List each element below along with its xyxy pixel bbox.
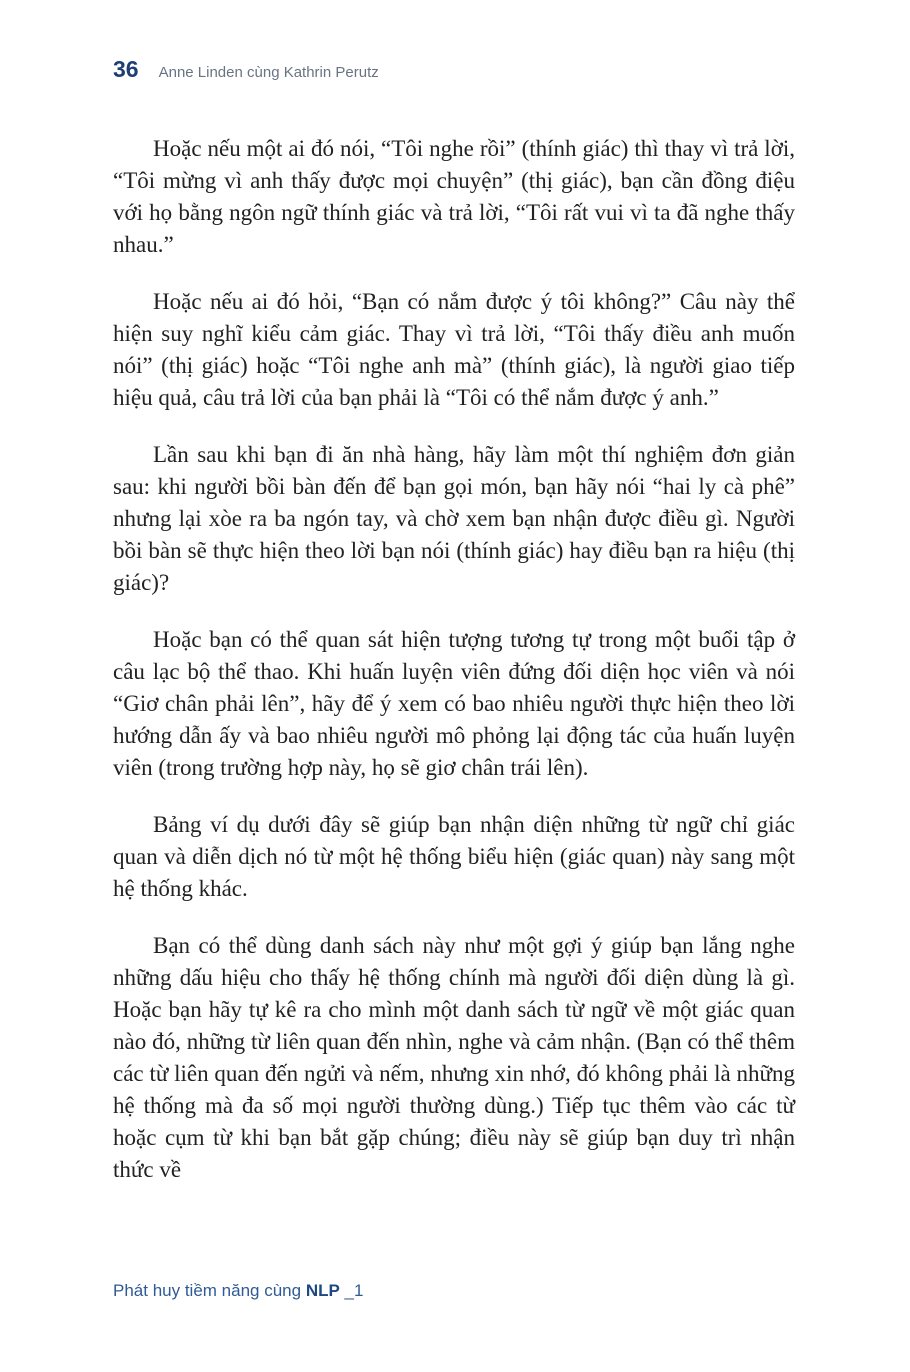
paragraph: Hoặc nếu ai đó hỏi, “Bạn có nắm được ý tôi không?” Câu này thể hiện suy nghĩ kiểu cảm giác. Thay vì trả lời, “Tôi thấy điều anh muốn nói” (thị giác) hoặc “Tôi nghe anh mà” (thính giác), là người giao tiếp hiệu quả, câu trả lời của bạn phải là “Tôi có thể nắm được ý anh.” [113,289,795,410]
page-footer [113,1281,363,1301]
paragraph: Bảng ví dụ dưới đây sẽ giúp bạn nhận diện những từ ngữ chỉ giác quan và diễn dịch nó từ một hệ thống biểu hiện (giác quan) này sang một hệ thống khác. [113,812,795,901]
page-number: 36 [113,56,139,82]
paragraph: Hoặc nếu một ai đó nói, “Tôi nghe rồi” (thính giác) thì thay vì trả lời, “Tôi mừng vì anh thấy được mọi chuyện” (thị giác), bạn cần đồng điệu với họ bằng ngôn ngữ thính giác và trả lời, “Tôi rất vui vì ta đã nghe thấy nhau.” [113,136,795,257]
footer-series-title: Phát huy tiềm năng cùng [113,1281,302,1300]
footer-volume: _1 [344,1281,364,1300]
running-head-authors: Anne Linden cùng Kathrin Perutz [158,64,379,81]
footer-series-name: NLP [305,1281,340,1300]
paragraph: Lần sau khi bạn đi ăn nhà hàng, hãy làm một thí nghiệm đơn giản sau: khi người bồi bàn đến để bạn gọi món, bạn hãy nói “hai ly cà phê” nhưng lại xòe ra ba ngón tay, và chờ xem bạn nhận được điều gì. Người bồi bàn sẽ thực hiện theo lời bạn nói (thính giác) hay điều bạn ra hiệu (thị giác)? [113,442,795,595]
page-header [113,56,379,83]
paragraph: Bạn có thể dùng danh sách này như một gợi ý giúp bạn lắng nghe những dấu hiệu cho thấy hệ thống chính mà người đối diện dùng là gì. Hoặc bạn hãy tự kê ra cho mình một danh sách từ ngữ về một giác quan nào đó, những từ liên quan đến nhìn, nghe và cảm nhận. (Bạn có thể thêm các từ liên quan đến ngửi và nếm, nhưng xin nhớ, đó không phải là những hệ thống mà đa số mọi người thường dùng.) Tiếp tục thêm vào các từ hoặc cụm từ khi bạn bắt gặp chúng; điều này sẽ giúp bạn duy trì nhận thức về [113,933,795,1182]
body-text [113,133,795,1186]
paragraph: Hoặc bạn có thể quan sát hiện tượng tương tự trong một buổi tập ở câu lạc bộ thể thao. Khi huấn luyện viên đứng đối diện học viên và nói “Giơ chân phải lên”, hãy để ý xem có bao nhiêu người thực hiện theo lời hướng dẫn ấy và bao nhiêu người mô phỏng lại động tác của huấn luyện viên (trong trường hợp này, họ sẽ giơ chân trái lên). [113,627,795,780]
